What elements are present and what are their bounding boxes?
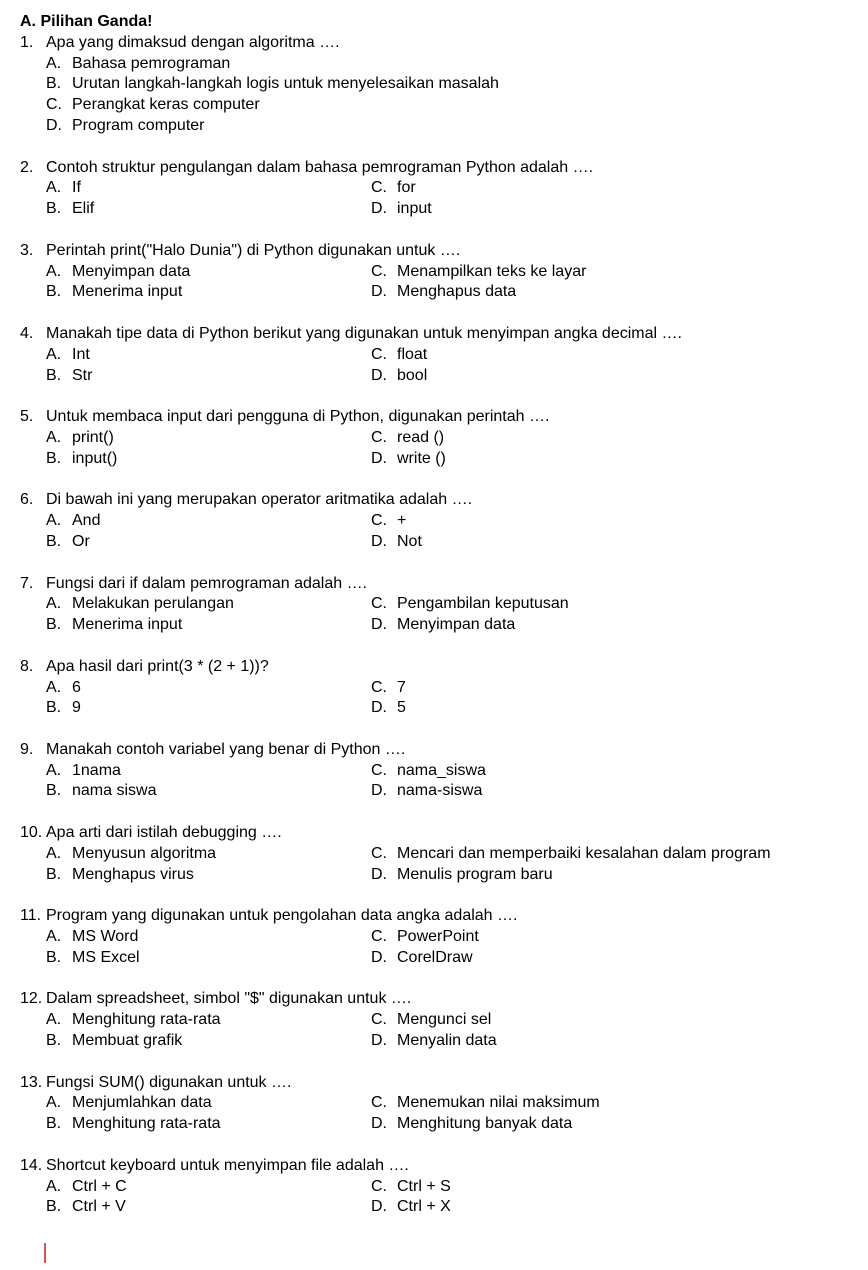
option-c [371, 511, 868, 532]
option-letter: A. [46, 1011, 62, 1029]
question-number: 1. [20, 33, 34, 51]
option-text: Str [72, 366, 93, 384]
option-c [371, 594, 868, 615]
option-letter: B. [46, 283, 62, 301]
option-text: write () [397, 449, 446, 467]
option-d [371, 366, 868, 387]
question-7 [20, 574, 860, 636]
question-text: Apa arti dari istilah debugging …. [46, 824, 282, 842]
question-line [20, 1073, 860, 1094]
question-line [20, 906, 860, 927]
option-d [371, 1114, 868, 1135]
option-b [46, 1114, 371, 1135]
option-letter: C. [371, 595, 387, 613]
option-letter: B. [46, 1032, 62, 1050]
option-letter: C. [371, 1011, 387, 1029]
option-list [20, 761, 860, 803]
question-text: Di bawah ini yang merupakan operator aritmatika adalah …. [46, 491, 473, 509]
option-letter: C. [371, 512, 387, 530]
option-text: 1nama [72, 761, 121, 779]
option-letter: D. [371, 1198, 387, 1216]
option-letter: A. [46, 1177, 62, 1195]
option-c [371, 262, 868, 283]
option-text: If [72, 179, 81, 197]
option-letter: C. [371, 262, 387, 280]
question-text: Fungsi dari if dalam pemrograman adalah …. [46, 574, 368, 592]
option-list [20, 594, 860, 636]
option-a [46, 1010, 371, 1031]
option-b [46, 1031, 371, 1052]
option-letter: A. [46, 678, 62, 696]
option-c [46, 95, 860, 116]
question-9 [20, 740, 860, 802]
option-letter: A. [46, 345, 62, 363]
option-text: Ctrl + V [72, 1198, 126, 1216]
option-letter: C. [371, 179, 387, 197]
option-list [20, 178, 860, 220]
option-text: Ctrl + X [397, 1198, 451, 1216]
question-number: 13. [20, 1073, 43, 1091]
option-text: float [397, 345, 428, 363]
question-line [20, 657, 860, 678]
option-letter: C. [371, 678, 387, 696]
option-text: And [72, 512, 101, 530]
option-letter: A. [46, 595, 62, 613]
question-number: 7. [20, 574, 34, 592]
option-letter: D. [371, 699, 387, 717]
question-12 [20, 989, 860, 1051]
option-text: bool [397, 366, 428, 384]
option-d [371, 282, 868, 303]
option-letter: D. [371, 1115, 387, 1133]
option-text: read () [397, 428, 445, 446]
option-text: print() [72, 428, 114, 446]
option-a [46, 678, 371, 699]
option-c [371, 178, 868, 199]
option-letter: B. [46, 532, 62, 550]
option-letter: C. [371, 844, 387, 862]
question-line [20, 574, 860, 595]
option-d [371, 615, 868, 636]
option-letter: B. [46, 865, 62, 883]
question-2 [20, 158, 860, 220]
option-text: nama_siswa [397, 761, 486, 779]
option-a [46, 345, 371, 366]
option-a [46, 511, 371, 532]
question-text: Apa yang dimaksud dengan algoritma …. [46, 33, 340, 51]
option-letter: B. [46, 616, 62, 634]
option-b [46, 282, 371, 303]
option-a [46, 262, 371, 283]
option-text: Pengambilan keputusan [397, 595, 569, 613]
option-b [46, 781, 371, 802]
option-letter: D. [371, 1032, 387, 1050]
question-13 [20, 1073, 860, 1135]
option-c [371, 345, 868, 366]
option-letter: B. [46, 366, 62, 384]
option-list [20, 428, 860, 470]
option-text: Mencari dan memperbaiki kesalahan dalam program [397, 844, 771, 862]
question-text: Untuk membaca input dari pengguna di Python, digunakan perintah …. [46, 408, 550, 426]
option-text: 5 [397, 699, 406, 717]
option-b [46, 74, 860, 95]
question-text: Shortcut keyboard untuk menyimpan file adalah …. [46, 1156, 409, 1174]
question-line [20, 740, 860, 761]
question-14 [20, 1156, 860, 1218]
option-list [20, 678, 860, 720]
option-text: Membuat grafik [72, 1032, 183, 1050]
text-cursor [44, 1243, 46, 1263]
option-list [20, 1177, 860, 1219]
option-d [371, 532, 868, 553]
option-b [46, 366, 371, 387]
option-letter: A. [46, 179, 62, 197]
option-text: Menyusun algoritma [72, 844, 217, 862]
option-letter: D. [371, 366, 387, 384]
option-text: Menghitung banyak data [397, 1115, 573, 1133]
option-c [371, 1177, 868, 1198]
option-letter: C. [371, 928, 387, 946]
option-text: 6 [72, 678, 81, 696]
option-b [46, 865, 371, 886]
option-text: nama-siswa [397, 782, 483, 800]
question-number: 6. [20, 491, 34, 509]
option-text: + [397, 512, 407, 530]
option-text: Program computer [72, 116, 205, 134]
option-text: Menjumlahkan data [72, 1094, 212, 1112]
question-text: Apa hasil dari print(3 * (2 + 1))? [46, 657, 269, 675]
question-3 [20, 241, 860, 303]
option-list [20, 844, 860, 886]
option-c [371, 927, 868, 948]
option-text: Int [72, 345, 90, 363]
question-number: 10. [20, 824, 43, 842]
option-letter: C. [371, 761, 387, 779]
option-text: Perangkat keras computer [72, 96, 260, 114]
option-text: Menghitung rata-rata [72, 1011, 221, 1029]
option-text: Menyimpan data [397, 616, 516, 634]
question-5 [20, 407, 860, 469]
option-letter: D. [371, 200, 387, 218]
option-letter: A. [46, 54, 62, 72]
option-text: 7 [397, 678, 406, 696]
option-letter: D. [371, 865, 387, 883]
option-text: 9 [72, 699, 81, 717]
option-text: Elif [72, 200, 95, 218]
option-text: Menghapus data [397, 283, 517, 301]
question-1 [20, 33, 860, 137]
question-text: Perintah print("Halo Dunia") di Python digunakan untuk …. [46, 241, 461, 259]
option-d [371, 865, 868, 886]
option-text: Menghitung rata-rata [72, 1115, 221, 1133]
option-text: Menemukan nilai maksimum [397, 1094, 600, 1112]
question-line [20, 241, 860, 262]
option-letter: D. [371, 449, 387, 467]
question-text: Manakah contoh variabel yang benar di Python …. [46, 740, 406, 758]
option-letter: D. [371, 616, 387, 634]
option-a [46, 1093, 371, 1114]
option-letter: B. [46, 699, 62, 717]
option-letter: C. [371, 1177, 387, 1195]
question-line [20, 324, 860, 345]
option-text: Or [72, 532, 90, 550]
option-d [371, 698, 868, 719]
option-c [371, 1093, 868, 1114]
question-text: Program yang digunakan untuk pengolahan data angka adalah …. [46, 907, 518, 925]
question-text: Manakah tipe data di Python berikut yang digunakan untuk menyimpan angka decimal …. [46, 324, 682, 342]
option-letter: A. [46, 512, 62, 530]
option-d [371, 1031, 868, 1052]
option-a [46, 178, 371, 199]
option-d [371, 199, 868, 220]
option-list [20, 1010, 860, 1052]
question-11 [20, 906, 860, 968]
question-number: 14. [20, 1156, 43, 1174]
option-letter: C. [371, 345, 387, 363]
question-line [20, 989, 860, 1010]
option-text: Ctrl + C [72, 1177, 127, 1195]
option-a [46, 428, 371, 449]
question-line [20, 1156, 860, 1177]
question-8 [20, 657, 860, 719]
option-letter: D. [371, 782, 387, 800]
option-a [46, 844, 371, 865]
option-d [371, 948, 868, 969]
option-b [46, 532, 371, 553]
option-text: MS Excel [72, 948, 140, 966]
option-b [46, 948, 371, 969]
option-letter: C. [46, 96, 62, 114]
option-list [20, 345, 860, 387]
option-letter: D. [371, 283, 387, 301]
option-letter: B. [46, 948, 62, 966]
option-text: Urutan langkah-langkah logis untuk menyelesaikan masalah [72, 75, 499, 93]
option-list [20, 54, 860, 137]
option-list [20, 262, 860, 304]
question-number: 2. [20, 158, 34, 176]
question-number: 5. [20, 408, 34, 426]
option-letter: B. [46, 449, 62, 467]
option-letter: D. [371, 532, 387, 550]
option-letter: A. [46, 428, 62, 446]
option-b [46, 199, 371, 220]
option-text: MS Word [72, 928, 139, 946]
option-text: Melakukan perulangan [72, 595, 234, 613]
question-number: 8. [20, 657, 34, 675]
option-a [46, 54, 860, 75]
option-a [46, 594, 371, 615]
question-number: 11. [20, 907, 42, 925]
option-a [46, 927, 371, 948]
option-letter: B. [46, 782, 62, 800]
option-b [46, 1197, 371, 1218]
option-letter: B. [46, 75, 62, 93]
option-text: CorelDraw [397, 948, 473, 966]
option-letter: D. [46, 116, 62, 134]
option-c [371, 1010, 868, 1031]
option-text: PowerPoint [397, 928, 479, 946]
option-letter: A. [46, 262, 62, 280]
option-c [371, 844, 868, 865]
option-text: input [397, 200, 432, 218]
option-text: Not [397, 532, 422, 550]
section-title: A. Pilihan Ganda! [20, 13, 153, 30]
option-text: Menerima input [72, 283, 183, 301]
question-number: 9. [20, 740, 34, 758]
option-text: Menyalin data [397, 1032, 497, 1050]
option-letter: A. [46, 1094, 62, 1112]
option-text: Menyimpan data [72, 262, 191, 280]
option-d [371, 449, 868, 470]
option-a [46, 1177, 371, 1198]
option-text: Menulis program baru [397, 865, 553, 883]
question-text: Dalam spreadsheet, simbol "$" digunakan untuk …. [46, 990, 412, 1008]
question-4 [20, 324, 860, 386]
question-number: 4. [20, 324, 34, 342]
option-list [20, 1093, 860, 1135]
option-letter: A. [46, 761, 62, 779]
option-text: Menghapus virus [72, 865, 194, 883]
question-line [20, 823, 860, 844]
option-letter: B. [46, 1198, 62, 1216]
option-d [46, 116, 860, 137]
option-text: Menerima input [72, 616, 183, 634]
option-text: Bahasa pemrograman [72, 54, 231, 72]
option-b [46, 449, 371, 470]
question-list [20, 33, 860, 1218]
option-text: input() [72, 449, 118, 467]
question-number: 3. [20, 241, 34, 259]
option-letter: B. [46, 200, 62, 218]
question-6 [20, 490, 860, 552]
option-letter: B. [46, 1115, 62, 1133]
option-b [46, 698, 371, 719]
question-number: 12. [20, 990, 43, 1008]
document-body [20, 12, 860, 1239]
option-letter: D. [371, 948, 387, 966]
option-text: Menampilkan teks ke layar [397, 262, 587, 280]
option-d [371, 781, 868, 802]
option-letter: A. [46, 928, 62, 946]
option-c [371, 428, 868, 449]
option-b [46, 615, 371, 636]
question-line [20, 490, 860, 511]
question-text: Fungsi SUM() digunakan untuk …. [46, 1073, 292, 1091]
option-a [46, 761, 371, 782]
option-text: Mengunci sel [397, 1011, 492, 1029]
option-letter: C. [371, 1094, 387, 1112]
question-line [20, 407, 860, 428]
option-letter: A. [46, 844, 62, 862]
question-line [20, 158, 860, 179]
option-text: nama siswa [72, 782, 157, 800]
option-d [371, 1197, 868, 1218]
question-text: Contoh struktur pengulangan dalam bahasa pemrograman Python adalah …. [46, 158, 594, 176]
option-c [371, 761, 868, 782]
option-list [20, 927, 860, 969]
option-c [371, 678, 868, 699]
option-list [20, 511, 860, 553]
question-10 [20, 823, 860, 885]
option-letter: C. [371, 428, 387, 446]
question-line [20, 33, 860, 54]
option-text: Ctrl + S [397, 1177, 451, 1195]
option-text: for [397, 179, 416, 197]
